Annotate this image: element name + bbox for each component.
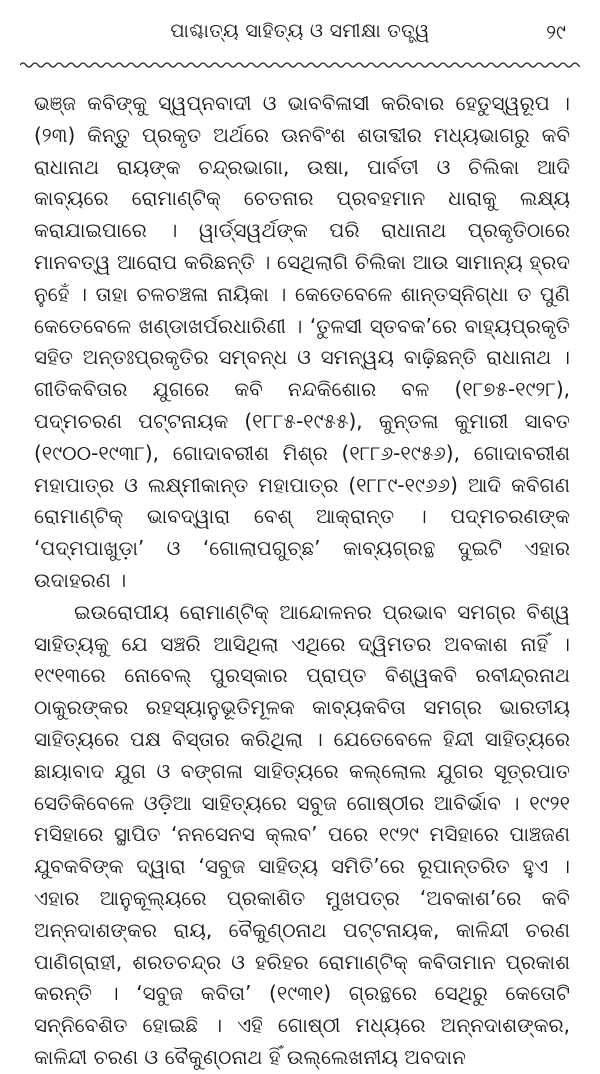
page-number: ୨୯ xyxy=(546,20,566,44)
wavy-divider xyxy=(20,60,580,70)
paragraph-2: ଇଉରୋପୀୟ ରୋମାଣ୍ଟିକ୍ ଆନ୍ଦୋଳନର ପ୍ରଭାବ ସମଗ୍ର ବିଶ୍ୱ ସାହିତ୍ୟକୁ ଯେ ସଞ୍ଚରି ଆସିଥିଲା ଏଥିରେ ଦ୍ୱିମତର ଅବକାଶ ନାହିଁ । ୧୯୧୩ରେ ନୋବେଲ୍ ପୁରସ୍କାର ପ୍ରାପ୍ତ ବିଶ୍ୱକବି ରବୀନ୍ଦ୍ରନାଥ ଠାକୁରଙ୍କର ରହସ୍ୟାନୁଭୂତିମୂଳକ କାବ୍ୟକବିତା ସମଗ୍ର ଭାରତୀୟ ସାହିତ୍ୟରେ ପକ୍ଷ ବିସ୍ତାର କରିଥିଲା । ଯେତେବେଳେ ହିନ୍ଦୀ ସାହିତ୍ୟରେ ଛାୟାବାଦ ଯୁଗ ଓ ବଙ୍ଗଳା ସାହିତ୍ୟରେ କଲ୍ଲୋଲ ଯୁଗର ସୂତ୍ରପାତ ସେତିକିବେଳେ ଓଡ଼ିଆ ସାହିତ୍ୟରେ ସବୁଜ ଗୋଷ୍ଠୀର ଆବିର୍ଭାବ । ୧୯୨୧ ମସିହାରେ ସ୍ଥାପିତ ‘ନନସେନସ କ୍ଲବ’ ପରେ ୧୯୨୯ ମସିହାରେ ପାଞ୍ଚଜଣ ଯୁବକବିଙ୍କ ଦ୍ୱାରା ‘ସବୁଜ ସାହିତ୍ୟ ସମିତି’ରେ ରୂପାନ୍ତରିତ ହୁଏ । ଏହାର ଆନୁକୂଲ୍ୟରେ ପ୍ରକାଶିତ ମୁଖପତ୍ର ‘ଅବକାଶ’ରେ କବି ଅନ୍ନଦାଶଙ୍କର ରାୟ, ବୈକୁଣ୍ଠନାଥ ପଟ୍ଟନାୟକ, କାଳିନ୍ଦୀ ଚରଣ ପାଣିଗ୍ରାହୀ, ଶରତଚନ୍ଦ୍ର ଓ ହରିହର ରୋମାଣ୍ଟିକ୍ କବିତାମାନ ପ୍ରକାଶ କରନ୍ତି । ‘ସବୁଜ କବିତା’ (୧୯୩୧) ଗ୍ରନ୍ଥରେ ସେଥିରୁ କେତୋଟି ସନ୍ନିବେଶିତ ହୋଇଛି । ଏହି ଗୋଷ୍ଠୀ ମଧ୍ୟରେ ଅନ୍ନଦାଶଙ୍କର, କାଳିନ୍ଦୀ ଚରଣ ଓ ବୈକୁଣ୍ଠନାଥ ହିଁ ଉଲ୍ଲେଖନୀୟ ଅବଦାନ xyxy=(34,599,570,1069)
running-header xyxy=(34,12,566,52)
paragraph-1: ଭଞ୍ଜ କବିଙ୍କୁ ସ୍ୱପ୍ନବାଦୀ ଓ ଭାବବିଳାସୀ କରିବାର ହେତୁସ୍ୱରୂପ । (୨୩) କିନ୍ତୁ ପ୍ରକୃତ ଅର୍ଥରେ ଊନବିଂଶ ଶତାବ୍ଦୀର ମଧ୍ୟଭାଗରୁ କବି ରାଧାନାଥ ରାୟଙ୍କ ଚନ୍ଦ୍ରଭାଗା, ଉଷା, ପାର୍ବତୀ ଓ ଚିଲିକା ଆଦି କାବ୍ୟରେ ରୋମାଣ୍ଟିକ୍ ଚେତନାର ପ୍ରବହମାନ ଧାରାକୁ ଲକ୍ଷ୍ୟ କରାଯାଇପାରେ । ୱାର୍ଡ୍‌ସୱର୍ଥଙ୍କ ପରି ରାଧାନାଥ ପ୍ରକୃତିଠାରେ ମାନବତ୍ୱ ଆରୋପ କରିଛନ୍ତି । ସେଥିଲାଗି ଚିଲିକା ଆଉ ସାମାନ୍ୟ ହ୍ରଦ ନୁହେଁ । ତାହା ଚଳଚଞ୍ଚଳା ନାୟିକା । କେତେବେଳେ ଶାନ୍ତସ୍ନିଗ୍ଧା ତ ପୁଣି କେତେବେଳେ ଖଣ୍ଡାଖର୍ପରଧାରିଣୀ । ‘ତୁଳସୀ ସ୍ତବକ’ରେ ବାହ୍ୟପ୍ରକୃତି ସହିତ ଅନ୍ତଃପ୍ରକୃତିର ସମ୍ବନ୍ଧ ଓ ସମନ୍ୱୟ ବାଢ଼ିଛନ୍ତି ରାଧାନାଥ । ଗୀତିକବିତାର ଯୁଗରେ କବି ନନ୍ଦକିଶୋର ବଳ (୧୮୭୫-୧୯୨୮), ପଦ୍ମଚରଣ ପଟ୍ଟନାୟକ (୧୮୮୫-୧୯୫୫), କୁନ୍ତଳା କୁମାରୀ ସାବତ (୧୯୦୦-୧୯୩୮), ଗୋଦାବରୀଶ ମିଶ୍ର (୧୮୮୬-୧୯୫୬), ଗୋଦାବରୀଶ ମହାପାତ୍ର ଓ ଲକ୍ଷ୍ମୀକାନ୍ତ ମହାପାତ୍ର (୧୮୮୯-୧୯୬୬) ଆଦି କବିଗଣ ରୋମାଣ୍ଟିକ୍ ଭାବଦ୍ୱାରା ବେଶ୍ ଆକ୍ରାନ୍ତ । ପଦ୍ମଚରଣଙ୍କ ‘ପଦ୍ମପାଖୁଡ଼ା’ ଓ ‘ଗୋଲାପଗୁଚ୍ଛ’ କାବ୍ୟଗ୍ରନ୍ଥ ଦୁଇଟି ଏହାର ଉଦାହରଣ । xyxy=(34,91,570,592)
running-title: ପାଶ୍ଚାତ୍ୟ ସାହିତ୍ୟ ଓ ସମୀକ୍ଷା ତତ୍ତ୍ୱ xyxy=(170,20,430,42)
wavy-divider-line xyxy=(20,60,580,70)
body-text xyxy=(34,88,570,1074)
